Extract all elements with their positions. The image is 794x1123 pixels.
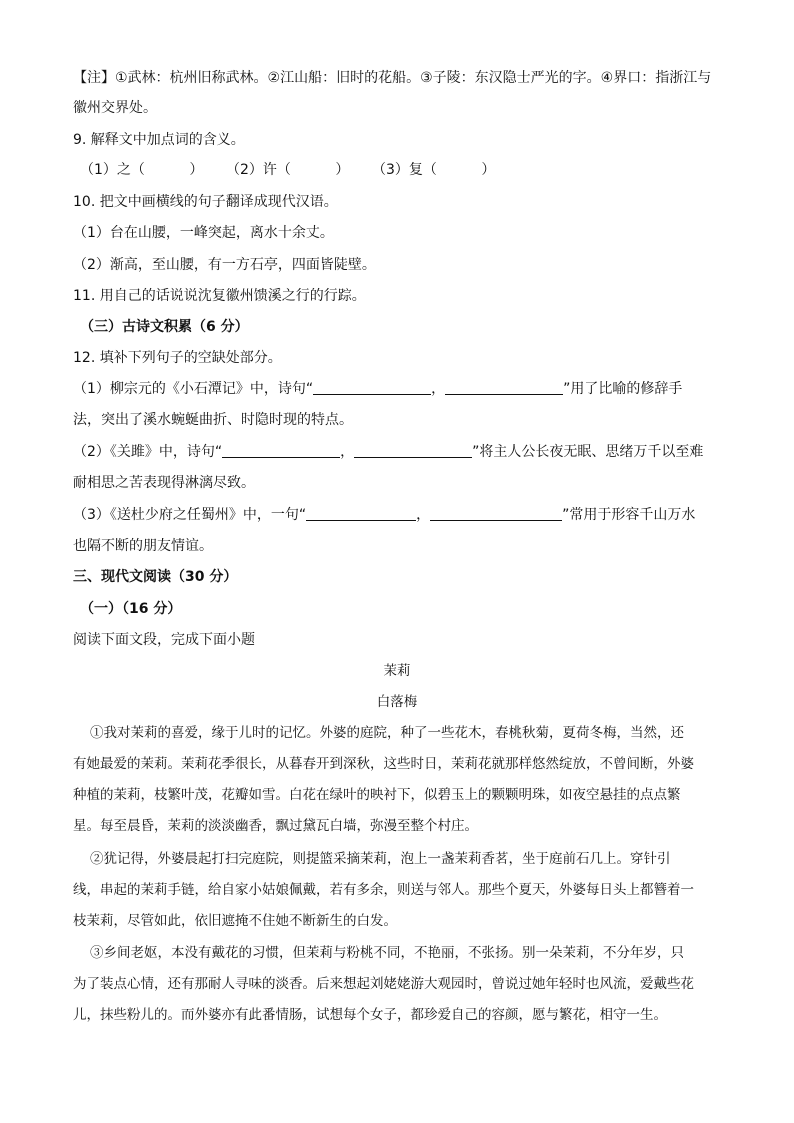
q12-p1-comma: ， (431, 381, 446, 397)
question-12-part-1 (73, 379, 682, 399)
q12-p2-prefix: （2）《关雎》中，诗句“ (73, 444, 223, 460)
question-9-items (80, 160, 495, 180)
paragraph-2-line: ②犹记得，外婆晨起打扫完庭院，则提篮采摘茉莉，泡上一盏茉莉香茗，坐于庭前石几上。穿针引 (90, 851, 671, 867)
paragraph-1-line: ①我对茉莉的喜爱，缘于儿时的记忆。外婆的庭院，种了一些花木，春桃秋菊，夏荷冬梅，当然，还 (90, 725, 684, 741)
paragraph-1-line: 有她最爱的茉莉。茉莉花季很长，从暮春开到深秋，这些时日，茉莉花就那样悠然绽放，不曾间断，外婆 (73, 756, 694, 772)
part-3-title: 三、现代文阅读（30 分） (73, 569, 238, 585)
answer-blank[interactable] (306, 506, 416, 521)
article-author: 白落梅 (376, 694, 418, 710)
q12-p1-prefix: （1）柳宗元的《小石潭记》中，诗句“ (73, 381, 314, 397)
answer-blank[interactable] (354, 443, 472, 458)
paragraph-1-line: 种植的茉莉，枝繁叶茂，花瓣如雪。白花在绿叶的映衬下，似碧玉上的颗颗明珠，如夜空悬挂的点点繁 (73, 787, 681, 803)
note-line-1: 【注】①武林：杭州旧称武林。②江山船：旧时的花船。③子陵：东汉隐士严光的字。④界口：指浙江与 (73, 70, 712, 86)
article-title: 茉莉 (383, 663, 411, 679)
paragraph-1-line: 星。每至晨昏，茉莉的淡淡幽香，飘过黛瓦白墙，弥漫至整个村庄。 (73, 818, 478, 834)
question-10-sentence-1: （1）台在山腰，一峰突起，离水十余丈。 (73, 225, 334, 241)
q9-item-2: （2）许（ ） (226, 162, 350, 178)
question-10-sentence-2: （2）渐高，至山腰，有一方石亭，四面皆陡壁。 (73, 257, 376, 273)
reading-instruction: 阅读下面文段，完成下面小题 (73, 632, 255, 648)
answer-blank[interactable] (430, 506, 562, 521)
question-12-title: 12. 填补下列句子的空缺处部分。 (73, 350, 282, 366)
question-10-title: 10. 把文中画横线的句子翻译成现代汉语。 (73, 194, 338, 210)
answer-blank[interactable] (313, 380, 431, 395)
question-12-part-1-cont: 法，突出了溪水蜿蜒曲折、时隐时现的特点。 (73, 412, 353, 428)
q12-p2-suffix: ”将主人公长夜无眠、思绪万千以至难 (472, 444, 704, 460)
answer-blank[interactable] (222, 443, 340, 458)
question-12-part-3 (73, 505, 695, 525)
paragraph-3-line: ③乡间老妪，本没有戴花的习惯，但茉莉与粉桃不同，不艳丽，不张扬。别一朵茉莉，不分年岁，只 (90, 945, 684, 961)
q12-p2-comma: ， (340, 444, 355, 460)
q9-item-1: （1）之（ ） (80, 162, 204, 178)
q12-p3-prefix: （3）《送杜少府之任蜀州》中，一句“ (73, 507, 307, 523)
q12-p1-suffix: ”用了比喻的修辞手 (563, 381, 683, 397)
note-line-2: 徽州交界处。 (73, 100, 157, 116)
q12-p3-comma: ， (416, 507, 431, 523)
subsection-1-title: （一）（16 分） (80, 601, 182, 617)
question-9-title: 9. 解释文中加点词的含义。 (73, 132, 245, 148)
answer-blank[interactable] (445, 380, 563, 395)
question-11-title: 11. 用自己的话说说沈复徽州馈溪之行的行踪。 (73, 288, 366, 304)
q12-p3-suffix: ”常用于形容千山万水 (562, 507, 696, 523)
paragraph-3-line: 为了装点心情，还有那耐人寻味的淡香。后来想起刘姥姥游大观园时，曾说过她年轻时也风流，爱戴些花 (73, 976, 694, 992)
question-12-part-2 (73, 442, 703, 462)
section-3-title: （三）古诗文积累（6 分） (80, 319, 249, 335)
paragraph-3-line: 儿，抹些粉儿的。而外婆亦有此番情肠，试想每个女子，都珍爱自己的容颜，愿与繁花，相守一生。 (73, 1007, 667, 1023)
q9-item-3: （3）复（ ） (372, 162, 496, 178)
question-12-part-3-cont: 也隔不断的朋友情谊。 (73, 538, 213, 554)
paragraph-2-line: 枝茉莉，尽管如此，依旧遮掩不住她不断新生的白发。 (73, 913, 397, 929)
question-12-part-2-cont: 耐相思之苦表现得淋漓尽致。 (73, 475, 255, 491)
paragraph-2-line: 线，串起的茉莉手链，给自家小姑娘佩戴，若有多余，则送与邻人。那些个夏天，外婆每日头上都簪着一 (73, 882, 694, 898)
